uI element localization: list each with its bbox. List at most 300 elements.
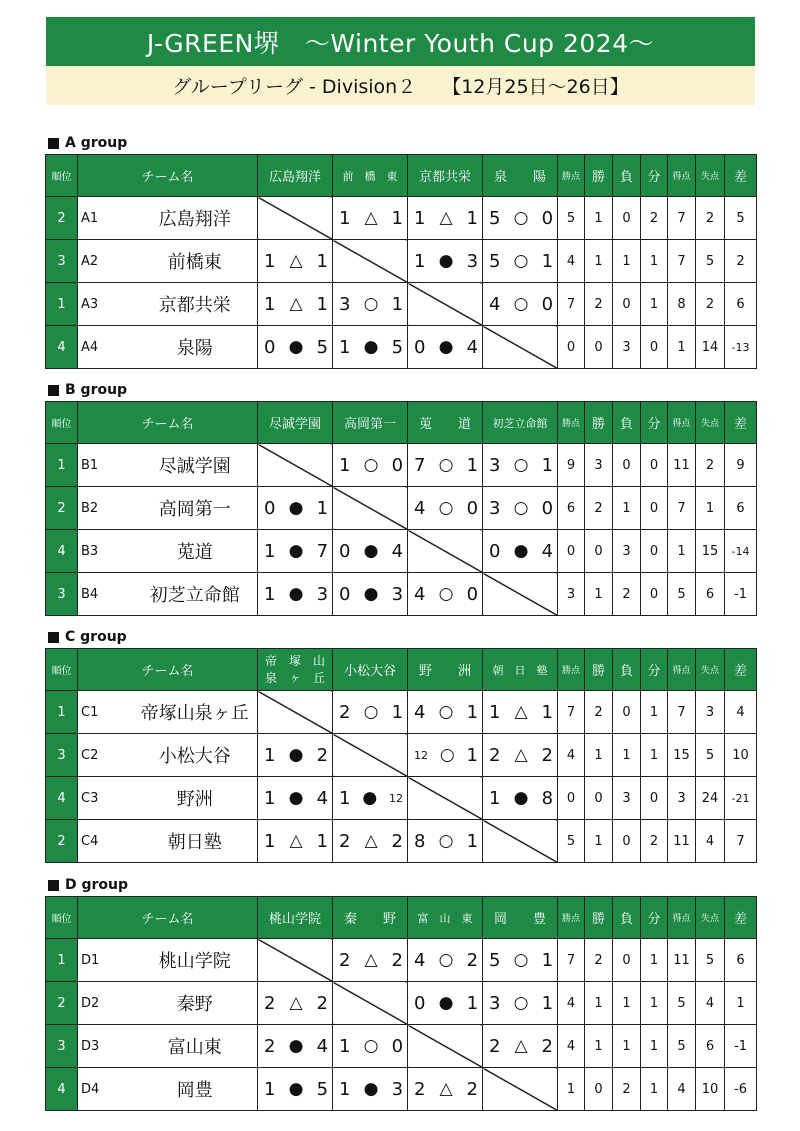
goals-against: 1 xyxy=(316,497,329,519)
square-bullet-icon xyxy=(48,632,59,643)
result-cell xyxy=(258,982,333,1025)
goals-for: 1 xyxy=(339,1078,351,1100)
header-team-name: チーム名 xyxy=(78,402,258,444)
result-symbol: ○ xyxy=(513,294,529,314)
header-points: 勝点 xyxy=(558,649,585,691)
draw-cell: 1 xyxy=(641,982,668,1025)
score xyxy=(333,831,407,852)
score xyxy=(483,745,557,766)
result-cell xyxy=(483,734,558,777)
header-diff: 差 xyxy=(725,897,757,939)
result-symbol: ● xyxy=(288,337,304,357)
team-code: D4 xyxy=(78,1068,133,1111)
gf-cell: 11 xyxy=(668,444,696,487)
team-code: D2 xyxy=(78,982,133,1025)
team-code: B4 xyxy=(78,573,133,616)
result-cell xyxy=(483,240,558,283)
result-symbol: ● xyxy=(288,541,304,561)
result-symbol: ○ xyxy=(513,208,529,228)
self-match-cell xyxy=(483,326,558,369)
ga-cell: 3 xyxy=(696,691,725,734)
team-name-text: 泉陽 xyxy=(176,338,213,359)
ga-cell: 1 xyxy=(696,487,725,530)
goals-against: 2 xyxy=(316,744,329,766)
goals-for: 1 xyxy=(339,787,351,809)
goals-for: 1 xyxy=(264,744,276,766)
win-cell: 1 xyxy=(585,197,613,240)
loss-cell: 0 xyxy=(613,820,641,863)
team-name-text: 広島翔洋 xyxy=(158,209,231,230)
page-subtitle xyxy=(46,66,755,105)
goals-for: 4 xyxy=(489,293,501,315)
team-name xyxy=(133,939,258,982)
self-match-cell xyxy=(258,939,333,982)
diff-cell: 5 xyxy=(725,197,757,240)
goals-for: 1 xyxy=(264,250,276,272)
goals-for: 8 xyxy=(414,830,426,852)
result-symbol: ○ xyxy=(438,950,454,970)
group-table xyxy=(45,648,757,863)
points-cell: 9 xyxy=(558,444,585,487)
self-match-cell xyxy=(408,1025,483,1068)
result-symbol: ○ xyxy=(513,993,529,1013)
goals-for: 1 xyxy=(339,207,351,229)
win-cell: 1 xyxy=(585,1025,613,1068)
rank-cell: 2 xyxy=(46,820,78,863)
draw-cell: 1 xyxy=(641,734,668,777)
result-symbol: ● xyxy=(288,1036,304,1056)
goals-for: 1 xyxy=(339,1035,351,1057)
group-label-text: B group xyxy=(65,382,128,398)
self-match-cell xyxy=(408,530,483,573)
score xyxy=(483,294,557,315)
goals-for: 4 xyxy=(414,701,426,723)
win-cell: 2 xyxy=(585,939,613,982)
header-rank: 順位 xyxy=(46,402,78,444)
goals-for: 0 xyxy=(264,336,276,358)
loss-cell: 0 xyxy=(613,444,641,487)
score xyxy=(408,251,482,272)
points-cell: 5 xyxy=(558,197,585,240)
result-cell xyxy=(408,820,483,863)
result-symbol: ○ xyxy=(363,702,379,722)
score xyxy=(483,498,557,519)
result-cell xyxy=(258,734,333,777)
score xyxy=(408,337,482,358)
result-cell xyxy=(258,820,333,863)
gf-cell: 8 xyxy=(668,283,696,326)
goals-against: 1 xyxy=(391,293,404,315)
team-code: B2 xyxy=(78,487,133,530)
table-row xyxy=(46,326,757,369)
goals-for: 2 xyxy=(489,1035,501,1057)
goals-for: 1 xyxy=(264,787,276,809)
self-match-cell xyxy=(258,197,333,240)
score xyxy=(483,251,557,272)
diff-cell: 6 xyxy=(725,283,757,326)
score xyxy=(258,1036,332,1057)
result-symbol: ○ xyxy=(438,584,454,604)
goals-against: 5 xyxy=(316,336,329,358)
header-opponent: 帝 塚 山 泉 ヶ 丘 xyxy=(258,649,333,691)
result-cell xyxy=(408,444,483,487)
score xyxy=(258,831,332,852)
header-gf: 得点 xyxy=(668,155,696,197)
result-symbol: ● xyxy=(363,541,379,561)
team-code: A4 xyxy=(78,326,133,369)
goals-for: 1 xyxy=(339,454,351,476)
draw-cell: 0 xyxy=(641,444,668,487)
goals-for: 7 xyxy=(414,454,426,476)
win-cell: 0 xyxy=(585,1068,613,1111)
rank-cell: 4 xyxy=(46,326,78,369)
header-points: 勝点 xyxy=(558,402,585,444)
points-cell: 7 xyxy=(558,939,585,982)
win-cell: 0 xyxy=(585,326,613,369)
result-cell xyxy=(258,487,333,530)
draw-cell: 1 xyxy=(641,1068,668,1111)
result-symbol: ○ xyxy=(513,251,529,271)
win-cell: 0 xyxy=(585,530,613,573)
team-name-text: 前橋東 xyxy=(167,252,222,273)
header-row xyxy=(46,402,757,444)
result-symbol: ● xyxy=(513,541,529,561)
loss-cell: 1 xyxy=(613,1025,641,1068)
result-symbol: △ xyxy=(289,993,303,1013)
goals-against: 4 xyxy=(466,336,479,358)
draw-cell: 1 xyxy=(641,691,668,734)
result-symbol: △ xyxy=(514,702,528,722)
win-cell: 1 xyxy=(585,982,613,1025)
rank-cell: 1 xyxy=(46,939,78,982)
rank-cell: 4 xyxy=(46,777,78,820)
team-name xyxy=(133,691,258,734)
gf-cell: 11 xyxy=(668,939,696,982)
self-match-cell xyxy=(333,982,408,1025)
score xyxy=(408,584,482,605)
result-symbol: ○ xyxy=(438,702,454,722)
score xyxy=(483,541,557,562)
header-opponent: 野 洲 xyxy=(408,649,483,691)
draw-cell: 1 xyxy=(641,1025,668,1068)
table-row xyxy=(46,573,757,616)
header-rank: 順位 xyxy=(46,897,78,939)
rank-cell: 1 xyxy=(46,444,78,487)
result-cell xyxy=(258,530,333,573)
goals-against: 4 xyxy=(316,787,329,809)
ga-cell: 2 xyxy=(696,283,725,326)
win-cell: 2 xyxy=(585,487,613,530)
header-team-name: チーム名 xyxy=(78,155,258,197)
win-cell: 1 xyxy=(585,240,613,283)
table-row xyxy=(46,530,757,573)
points-cell: 5 xyxy=(558,820,585,863)
header-draw: 分 xyxy=(641,155,668,197)
score xyxy=(333,584,407,605)
header-team-name: チーム名 xyxy=(78,897,258,939)
self-match-cell xyxy=(408,283,483,326)
diff-cell: -1 xyxy=(725,1025,757,1068)
subtitle-dates: 【12月25日〜26日】 xyxy=(442,76,629,98)
goals-against: 1 xyxy=(541,949,554,971)
goals-for: 0 xyxy=(339,540,351,562)
draw-cell: 0 xyxy=(641,573,668,616)
result-cell xyxy=(483,982,558,1025)
goals-for: 1 xyxy=(264,293,276,315)
header-win: 勝 xyxy=(585,649,613,691)
score xyxy=(258,1079,332,1100)
goals-for: 2 xyxy=(489,744,501,766)
score xyxy=(333,1079,407,1100)
result-symbol: ● xyxy=(363,584,379,604)
result-cell xyxy=(333,197,408,240)
goals-for: 5 xyxy=(489,207,501,229)
goals-for: 3 xyxy=(339,293,351,315)
draw-cell: 1 xyxy=(641,939,668,982)
header-opponent: 富 山 東 xyxy=(408,897,483,939)
goals-against: 1 xyxy=(466,830,479,852)
table-row xyxy=(46,240,757,283)
result-cell xyxy=(258,283,333,326)
team-name xyxy=(133,530,258,573)
header-points: 勝点 xyxy=(558,155,585,197)
team-name-text: 初芝立命館 xyxy=(149,585,240,606)
team-name-text: 尽誠学園 xyxy=(158,456,231,477)
self-match-cell xyxy=(333,240,408,283)
ga-cell: 5 xyxy=(696,240,725,283)
result-cell xyxy=(483,197,558,240)
result-cell xyxy=(408,939,483,982)
win-cell: 1 xyxy=(585,573,613,616)
diff-cell: 2 xyxy=(725,240,757,283)
gf-cell: 4 xyxy=(668,1068,696,1111)
result-cell xyxy=(408,240,483,283)
goals-against: 3 xyxy=(391,1078,404,1100)
header-draw: 分 xyxy=(641,897,668,939)
draw-cell: 0 xyxy=(641,487,668,530)
result-cell xyxy=(408,197,483,240)
result-symbol: ○ xyxy=(363,1036,379,1056)
result-cell xyxy=(408,1068,483,1111)
square-bullet-icon xyxy=(48,880,59,891)
diff-cell: 7 xyxy=(725,820,757,863)
goals-for: 3 xyxy=(489,992,501,1014)
draw-cell: 2 xyxy=(641,197,668,240)
score xyxy=(483,788,557,809)
score xyxy=(408,831,482,852)
diff-cell: 6 xyxy=(725,939,757,982)
header-row xyxy=(46,155,757,197)
team-code: D1 xyxy=(78,939,133,982)
rank-cell: 1 xyxy=(46,283,78,326)
goals-for: 1 xyxy=(264,583,276,605)
header-ga: 失点 xyxy=(696,402,725,444)
group-label-text: C group xyxy=(65,629,127,645)
gf-cell: 5 xyxy=(668,982,696,1025)
result-symbol: △ xyxy=(289,294,303,314)
score xyxy=(483,1036,557,1057)
goals-against: 1 xyxy=(316,830,328,852)
goals-against: 4 xyxy=(541,540,554,562)
draw-cell: 1 xyxy=(641,283,668,326)
header-opponent: 朝 日 塾 xyxy=(483,649,558,691)
result-cell xyxy=(483,939,558,982)
header-loss: 負 xyxy=(613,649,641,691)
team-code: C1 xyxy=(78,691,133,734)
score xyxy=(483,993,557,1014)
team-code: B1 xyxy=(78,444,133,487)
self-match-cell xyxy=(333,487,408,530)
goals-against: 2 xyxy=(391,830,403,852)
points-cell: 7 xyxy=(558,691,585,734)
self-match-cell xyxy=(483,573,558,616)
header-gf: 得点 xyxy=(668,897,696,939)
draw-cell: 0 xyxy=(641,530,668,573)
header-loss: 負 xyxy=(613,155,641,197)
goals-against: 7 xyxy=(316,540,329,562)
rank-cell: 2 xyxy=(46,487,78,530)
result-cell xyxy=(408,487,483,530)
points-cell: 0 xyxy=(558,326,585,369)
result-symbol: ● xyxy=(438,337,454,357)
team-name xyxy=(133,197,258,240)
points-cell: 4 xyxy=(558,734,585,777)
team-name xyxy=(133,487,258,530)
goals-against: 1 xyxy=(466,992,479,1014)
team-name-text: 秦野 xyxy=(176,994,213,1015)
team-name xyxy=(133,982,258,1025)
team-name-text: 朝日塾 xyxy=(167,832,222,853)
gf-cell: 7 xyxy=(668,487,696,530)
team-name xyxy=(133,283,258,326)
header-ga: 失点 xyxy=(696,897,725,939)
header-opponent: 高岡第一 xyxy=(333,402,408,444)
win-cell: 2 xyxy=(585,283,613,326)
diff-cell: -6 xyxy=(725,1068,757,1111)
score xyxy=(258,337,332,358)
diff-cell: -21 xyxy=(725,777,757,820)
gf-cell: 7 xyxy=(668,197,696,240)
result-cell xyxy=(258,573,333,616)
header-loss: 負 xyxy=(613,897,641,939)
result-symbol: ○ xyxy=(513,498,529,518)
score xyxy=(483,702,557,723)
header-row xyxy=(46,649,757,691)
rank-cell: 2 xyxy=(46,982,78,1025)
score xyxy=(258,745,332,766)
goals-against: 0 xyxy=(466,497,479,519)
header-draw: 分 xyxy=(641,649,668,691)
points-cell: 7 xyxy=(558,283,585,326)
rank-cell: 2 xyxy=(46,197,78,240)
loss-cell: 3 xyxy=(613,530,641,573)
goals-against: 0 xyxy=(541,497,554,519)
win-cell: 2 xyxy=(585,691,613,734)
rank-cell: 3 xyxy=(46,240,78,283)
team-code: A3 xyxy=(78,283,133,326)
goals-for: 2 xyxy=(414,1078,426,1100)
goals-for: 4 xyxy=(414,583,426,605)
self-match-cell xyxy=(333,734,408,777)
group-label xyxy=(48,382,127,398)
goals-against: 1 xyxy=(316,293,328,315)
group-label xyxy=(48,135,127,151)
group-label xyxy=(48,629,127,645)
goals-against: 2 xyxy=(541,1035,553,1057)
rank-cell: 1 xyxy=(46,691,78,734)
goals-for: 5 xyxy=(489,250,501,272)
result-symbol: ● xyxy=(362,788,378,808)
goals-for: 1 xyxy=(339,336,351,358)
score xyxy=(333,1036,407,1057)
rank-cell: 4 xyxy=(46,1068,78,1111)
result-symbol: ○ xyxy=(438,831,454,851)
header-row xyxy=(46,897,757,939)
ga-cell: 2 xyxy=(696,197,725,240)
header-opponent: 京都共栄 xyxy=(408,155,483,197)
result-cell xyxy=(333,326,408,369)
rank-cell: 4 xyxy=(46,530,78,573)
score xyxy=(483,950,557,971)
gf-cell: 7 xyxy=(668,240,696,283)
team-code: A1 xyxy=(78,197,133,240)
square-bullet-icon xyxy=(48,138,59,149)
team-name xyxy=(133,820,258,863)
header-diff: 差 xyxy=(725,649,757,691)
points-cell: 3 xyxy=(558,573,585,616)
rank-cell: 3 xyxy=(46,734,78,777)
group-table xyxy=(45,896,757,1111)
goals-for: 12 xyxy=(414,748,429,762)
score xyxy=(258,498,332,519)
ga-cell: 14 xyxy=(696,326,725,369)
loss-cell: 1 xyxy=(613,240,641,283)
result-cell xyxy=(408,691,483,734)
score xyxy=(408,993,482,1014)
gf-cell: 5 xyxy=(668,573,696,616)
rank-cell: 3 xyxy=(46,1025,78,1068)
diff-cell: 9 xyxy=(725,444,757,487)
ga-cell: 4 xyxy=(696,820,725,863)
header-opponent: 莵 道 xyxy=(408,402,483,444)
ga-cell: 2 xyxy=(696,444,725,487)
result-cell xyxy=(258,240,333,283)
result-symbol: ○ xyxy=(513,455,529,475)
header-opponent: 前 橋 東 xyxy=(333,155,408,197)
points-cell: 4 xyxy=(558,982,585,1025)
gf-cell: 11 xyxy=(668,820,696,863)
rank-cell: 3 xyxy=(46,573,78,616)
goals-against: 2 xyxy=(466,1078,478,1100)
result-symbol: △ xyxy=(439,1079,453,1099)
goals-against: 1 xyxy=(466,701,479,723)
page-title: J-GREEN堺 〜Winter Youth Cup 2024〜 xyxy=(46,17,755,66)
goals-against: 2 xyxy=(316,992,328,1014)
goals-for: 5 xyxy=(489,949,501,971)
group-table xyxy=(45,401,757,616)
loss-cell: 2 xyxy=(613,1068,641,1111)
team-name xyxy=(133,1068,258,1111)
gf-cell: 5 xyxy=(668,1025,696,1068)
goals-for: 0 xyxy=(489,540,501,562)
goals-for: 4 xyxy=(414,497,426,519)
score xyxy=(408,455,482,476)
team-code: B3 xyxy=(78,530,133,573)
gf-cell: 1 xyxy=(668,530,696,573)
team-name-text: 桃山学院 xyxy=(158,951,231,972)
header-gf: 得点 xyxy=(668,649,696,691)
result-cell xyxy=(258,1025,333,1068)
